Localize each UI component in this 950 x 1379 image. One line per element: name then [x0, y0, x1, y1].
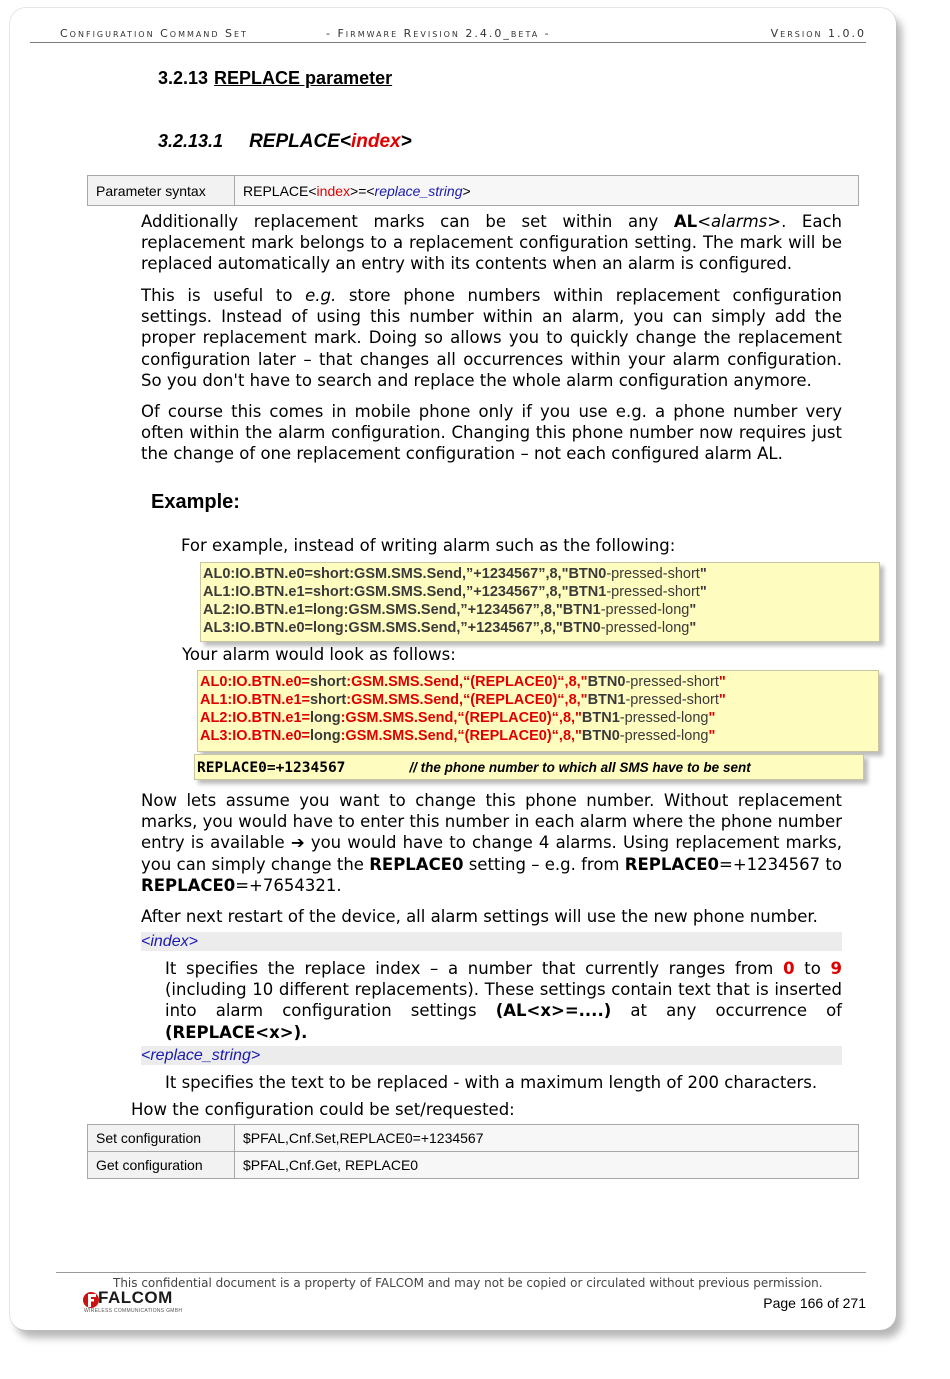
- subsection-title-index: index: [350, 131, 401, 152]
- config-label: Set configuration: [88, 1125, 235, 1152]
- paragraph-3: Of course this comes in mobile phone only if you use e.g. a phone number very often within the alarm configuration. Changing this phone number now requires just the change of one replacement configuration – not each configured alarm AL.: [141, 402, 842, 464]
- paragraph-2: This is useful to e.g. store phone numbers within replacement configuration settings. Instead of using this number within an alarm, you can simply add the proper replacement mark. Doing so allows you to quickly change the replacement configuration later – that changes all occurrences within your alarm configuration. So you don't have to search and replace the whole alarm configuration anymore.: [141, 286, 843, 390]
- header-right: Version 1.0.0: [770, 27, 866, 40]
- document-page: [10, 8, 896, 1330]
- replace-setting-box: [194, 754, 864, 780]
- config-value: $PFAL,Cnf.Set,REPLACE0=+1234567: [235, 1125, 859, 1152]
- confidential-notice: This confidential document is a property of FALCOM and may not be copied or circulated without previous permission.: [113, 1276, 823, 1290]
- subsection-title-prefix: REPLACE<: [249, 131, 351, 152]
- code-line: AL0:IO.BTN.e0=short:GSM.SMS.Send,“(REPLACE0)“,8,"BTN0-pressed-short": [200, 674, 726, 690]
- code-block-before: [200, 562, 880, 642]
- header-rule: [30, 42, 866, 43]
- subsection-heading: [158, 131, 412, 153]
- config-value: $PFAL,Cnf.Get, REPLACE0: [235, 1152, 859, 1179]
- section-number: 3.2.13: [158, 68, 209, 88]
- page-number: Page 166 of 271: [763, 1295, 866, 1311]
- replace-comment: // the phone number to which all SMS have to be sent: [409, 760, 751, 775]
- table-row: [88, 1152, 859, 1179]
- example-heading: Example:: [151, 491, 240, 513]
- code-line: AL3:IO.BTN.e0=long:GSM.SMS.Send,“(REPLACE0)“,8,"BTN0-pressed-long": [200, 728, 716, 744]
- subsection-number: 3.2.13.1: [158, 131, 224, 151]
- code-line: AL1:IO.BTN.e1=short:GSM.SMS.Send,“(REPLACE0)“,8,"BTN1-pressed-short": [200, 692, 726, 708]
- syntax-table: [87, 175, 859, 206]
- code-line: AL0:IO.BTN.e0=short:GSM.SMS.Send,”+1234567”,8,"BTN0-pressed-short": [203, 566, 707, 582]
- section-title: REPLACE parameter: [214, 68, 393, 88]
- paragraph-1: Additionally replacement marks can be set within any AL<alarms>. Each replacement mark belongs to a replacement configuration setting. The mark will be replaced automatically an entry with its contents when an alarm is configured.: [141, 212, 842, 274]
- syntax-value: REPLACE<index>=<replace_string>: [235, 176, 859, 206]
- syntax-label: Parameter syntax: [88, 176, 235, 206]
- param-index-desc: It specifies the replace index – a number that currently ranges from 0 to 9 (including 10 different replacements). These settings contain text that is inserted into alarm configuration settings (AL<x>=....) at any occurrence of (REPLACE<x>).: [165, 959, 842, 1042]
- after-intro: Your alarm would look as follows:: [182, 645, 456, 664]
- section-heading: [158, 68, 392, 89]
- param-string-desc: It specifies the text to be replaced - with a maximum length of 200 characters.: [165, 1073, 818, 1092]
- config-table: [87, 1124, 859, 1179]
- config-intro: How the configuration could be set/requested:: [131, 1100, 515, 1119]
- table-row: [88, 1125, 859, 1152]
- logo-text: FALCOM: [98, 1288, 173, 1307]
- replace-code: REPLACE0=+1234567: [197, 760, 346, 776]
- paragraph-5: After next restart of the device, all alarm settings will use the new phone number.: [141, 907, 818, 926]
- param-index-label: <index>: [141, 932, 842, 951]
- paragraph-4: Now lets assume you want to change this phone number. Without replacement marks, you would have to enter this number in each alarm where the phone number entry is available ➔ you would have to change 4 alarms. Using replacement marks, you can simply change the REPLACE0 setting – e.g. from REPLACE0=+1234567 to REPLACE0=+7654321.: [141, 791, 842, 895]
- logo-subtext: WIRELESS COMMUNICATIONS GMBH: [84, 1308, 183, 1314]
- example-intro: For example, instead of writing alarm such as the following:: [181, 536, 676, 555]
- header-left: Configuration Command Set: [60, 27, 248, 40]
- code-line: AL1:IO.BTN.e1=short:GSM.SMS.Send,”+1234567”,8,"BTN1-pressed-short": [203, 584, 707, 600]
- code-line: AL2:IO.BTN.e1=long:GSM.SMS.Send,“(REPLACE0)“,8,"BTN1-pressed-long": [200, 710, 716, 726]
- code-line: AL3:IO.BTN.e0=long:GSM.SMS.Send,”+1234567”,8,"BTN0-pressed-long": [203, 620, 697, 636]
- falcom-logo: [82, 1288, 192, 1320]
- subsection-title-suffix: >: [400, 131, 412, 152]
- code-block-after: [197, 670, 879, 752]
- code-line: AL2:IO.BTN.e1=long:GSM.SMS.Send,”+1234567”,8,"BTN1-pressed-long": [203, 602, 697, 618]
- config-label: Get configuration: [88, 1152, 235, 1179]
- footer-rule: [56, 1272, 866, 1273]
- header-center: - Firmware Revision 2.4.0_beta -: [326, 27, 551, 40]
- arrow-right-icon: ➔: [290, 833, 305, 853]
- param-string-label: <replace_string>: [141, 1046, 842, 1065]
